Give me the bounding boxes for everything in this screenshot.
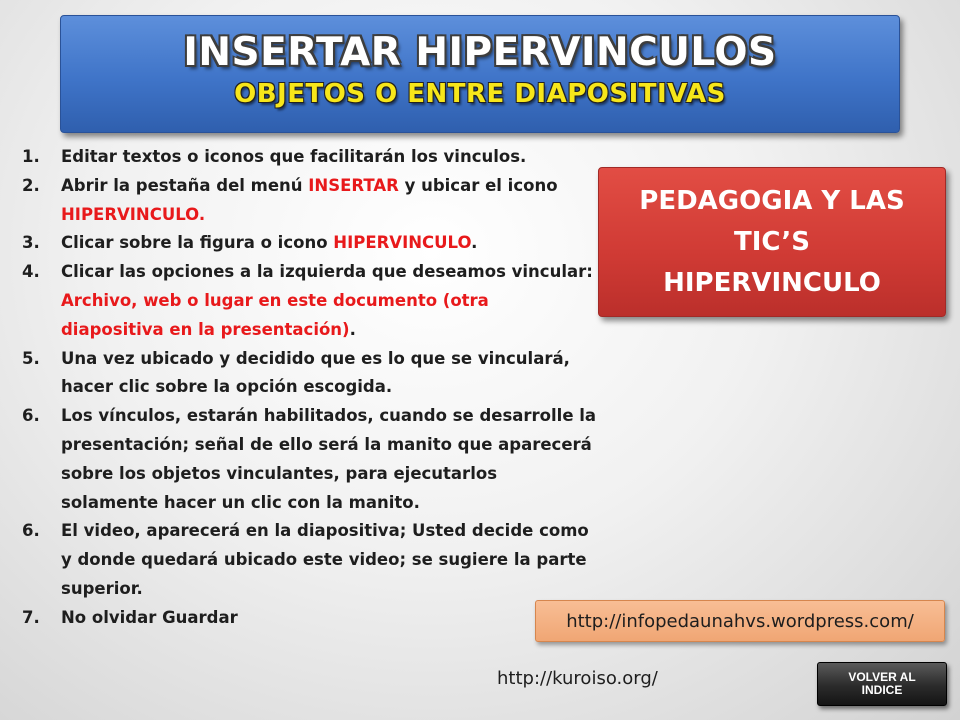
- step-highlight-text: HIPERVINCULO: [333, 233, 472, 253]
- step-number: 4.: [22, 262, 40, 282]
- title-banner: [60, 15, 900, 133]
- back-button-line2: INDICE: [861, 683, 903, 697]
- side-box-line1: PEDAGOGIA Y LAS: [639, 186, 905, 216]
- step-item: [22, 345, 597, 403]
- page-subtitle: OBJETOS O ENTRE DIAPOSITIVAS: [234, 79, 726, 109]
- back-to-index-button[interactable]: [817, 662, 947, 706]
- step-text: Clicar las opciones a la izquierda que deseamos vincular:: [61, 262, 593, 282]
- kuroiso-link[interactable]: http://kuroiso.org/: [497, 668, 658, 689]
- step-item: [22, 229, 597, 258]
- side-box-line3: HIPERVINCULO: [663, 268, 881, 298]
- step-highlight-text: INSERTAR: [308, 175, 399, 195]
- wordpress-link[interactable]: http://infopedaunahvs.wordpress.com/: [535, 600, 945, 642]
- steps-list: [22, 143, 597, 633]
- step-text: El video, aparecerá en la diapositiva; Usted decide como y donde quedará ubicado este video; se sugiere la parte superior.: [61, 521, 589, 598]
- back-button-line1: VOLVER AL: [848, 670, 916, 684]
- step-item: [22, 172, 597, 230]
- step-number: 6.: [22, 521, 40, 541]
- step-item: [22, 517, 597, 603]
- step-text: Clicar sobre la figura o icono: [61, 233, 334, 253]
- step-text: Abrir la pestaña del menú: [61, 175, 309, 195]
- step-highlight-text: HIPERVINCULO.: [61, 204, 206, 224]
- step-text: y ubicar el icono: [398, 175, 558, 195]
- step-text: Editar textos o iconos que facilitarán los vinculos.: [61, 147, 527, 166]
- step-text: .: [349, 319, 356, 339]
- step-number: 2.: [22, 175, 40, 195]
- step-item: [22, 402, 597, 517]
- step-text: No olvidar Guardar: [61, 607, 238, 627]
- step-text: .: [471, 233, 478, 253]
- step-number: 3.: [22, 233, 40, 253]
- step-item: [22, 143, 597, 172]
- step-number: 6.: [22, 406, 40, 426]
- page-title: INSERTAR HIPERVINCULOS: [183, 30, 777, 75]
- step-text: Los vínculos, estarán habilitados, cuando se desarrolle la presentación; señal de ello será la manito que aparecerá sobre los objetos vinculantes, para ejecutarlos solamente hacer un clic con la manito.: [61, 406, 597, 512]
- side-box-line2: TIC’S: [733, 227, 811, 257]
- step-item: [22, 604, 597, 633]
- pedagogia-link-box[interactable]: [598, 167, 946, 317]
- step-number: 5.: [22, 348, 40, 368]
- step-item: [22, 258, 597, 344]
- step-highlight-text: Archivo, web o lugar en este documento (otra diapositiva en la presentación): [61, 290, 489, 339]
- step-text: Una vez ubicado y decidido que es lo que se vinculará, hacer clic sobre la opción escogida.: [61, 348, 570, 397]
- step-number: 1.: [22, 147, 40, 166]
- step-number: 7.: [22, 607, 40, 627]
